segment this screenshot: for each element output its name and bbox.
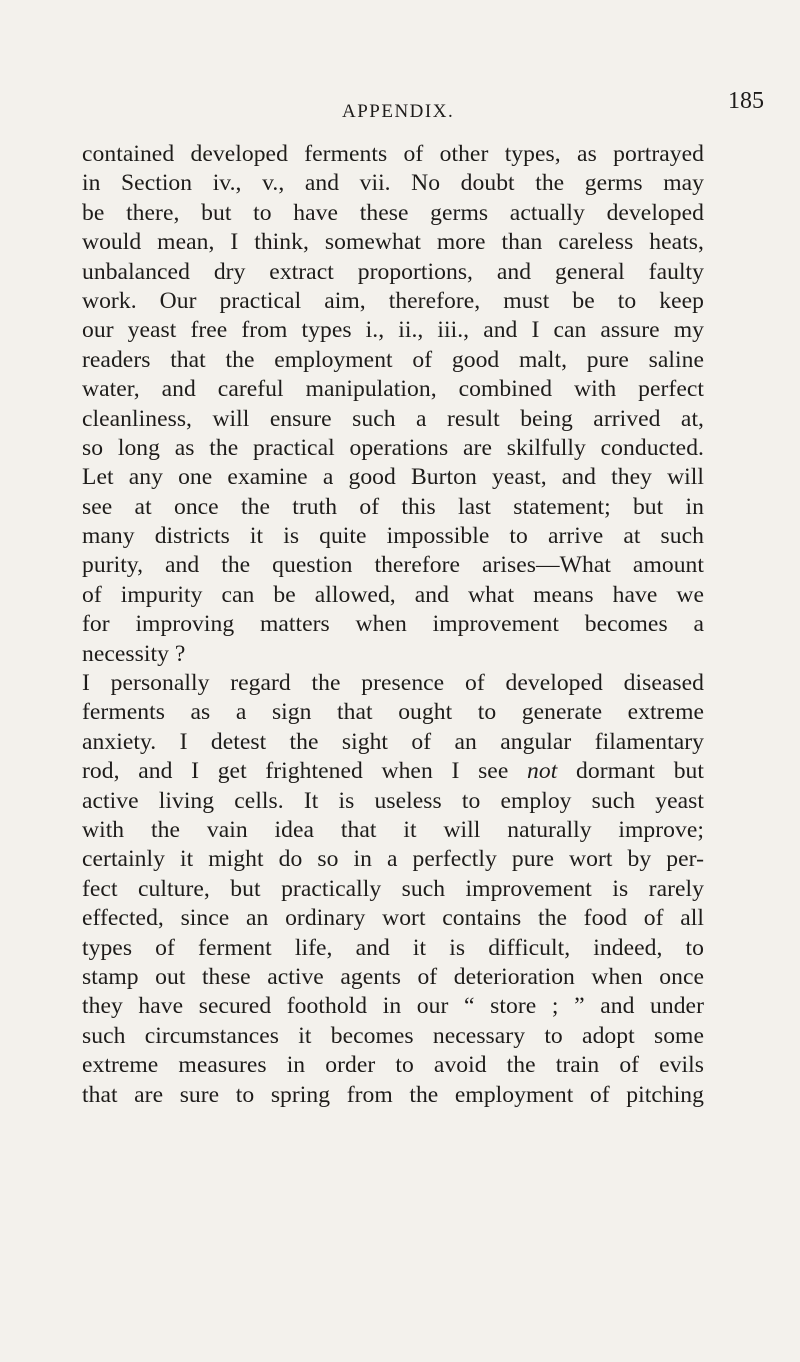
text-line: they have secured foothold in our “ store ; ” and under — [82, 993, 704, 1020]
text-line: of impurity can be allowed, and what means have we — [82, 581, 704, 608]
text-line: stamp out these active agents of deterioration when once — [82, 963, 704, 990]
text-line: I personally regard the presence of developed diseased — [82, 670, 704, 697]
text-line: see at once the truth of this last statement; but in — [82, 493, 704, 520]
text-line: many districts it is quite impossible to arrive at such — [82, 523, 704, 550]
text-line: with the vain idea that it will naturally improve; — [82, 816, 704, 843]
text-segment: dormant but — [576, 758, 705, 785]
text-line: be there, but to have these germs actually developed — [82, 199, 704, 226]
text-line: purity, and the question therefore arises—What amount — [82, 552, 704, 579]
text-line — [82, 757, 704, 786]
text-line: that are sure to spring from the employment of pitching — [82, 1081, 704, 1108]
text-line: for improving matters when improvement becomes a — [82, 611, 704, 638]
text-line: unbalanced dry extract proportions, and general faulty — [82, 258, 704, 285]
text-line: cleanliness, will ensure such a result being arrived at, — [82, 405, 704, 432]
text-line: so long as the practical operations are skilfully conducted. — [82, 434, 704, 461]
emphasis-not: not — [527, 758, 558, 785]
text-line: readers that the employment of good malt, pure saline — [82, 346, 704, 373]
text-line: active living cells. It is useless to employ such yeast — [82, 787, 704, 814]
text-line: anxiety. I detest the sight of an angular filamentary — [82, 728, 704, 755]
text-line: water, and careful manipulation, combined with perfect — [82, 376, 704, 403]
text-line: Let any one examine a good Burton yeast, and they will — [82, 464, 704, 491]
running-head: APPENDIX. — [342, 101, 455, 122]
text-line: necessity ? — [82, 640, 186, 667]
body-text — [82, 140, 704, 1110]
text-line: extreme measures in order to avoid the train of evils — [82, 1052, 704, 1079]
text-line: such circumstances it becomes necessary to adopt some — [82, 1022, 704, 1049]
text-line: our yeast free from types i., ii., iii., and I can assure my — [82, 317, 704, 344]
text-line: ferments as a sign that ought to generate extreme — [82, 699, 704, 726]
text-line: effected, since an ordinary wort contains the food of all — [82, 905, 704, 932]
text-line: certainly it might do so in a perfectly pure wort by per- — [82, 846, 704, 873]
text-line: fect culture, but practically such improvement is rarely — [82, 875, 704, 902]
text-line: in Section iv., v., and vii. No doubt the germs may — [82, 170, 704, 197]
text-line: work. Our practical aim, therefore, must be to keep — [82, 287, 704, 314]
text-segment: rod, and I get frightened when I see — [82, 758, 509, 785]
text-line: would mean, I think, somewhat more than careless heats, — [82, 229, 704, 256]
text-line: types of ferment life, and it is difficult, indeed, to — [82, 934, 704, 961]
page-number: 185 — [728, 88, 764, 114]
text-line: contained developed ferments of other types, as portrayed — [82, 141, 704, 167]
